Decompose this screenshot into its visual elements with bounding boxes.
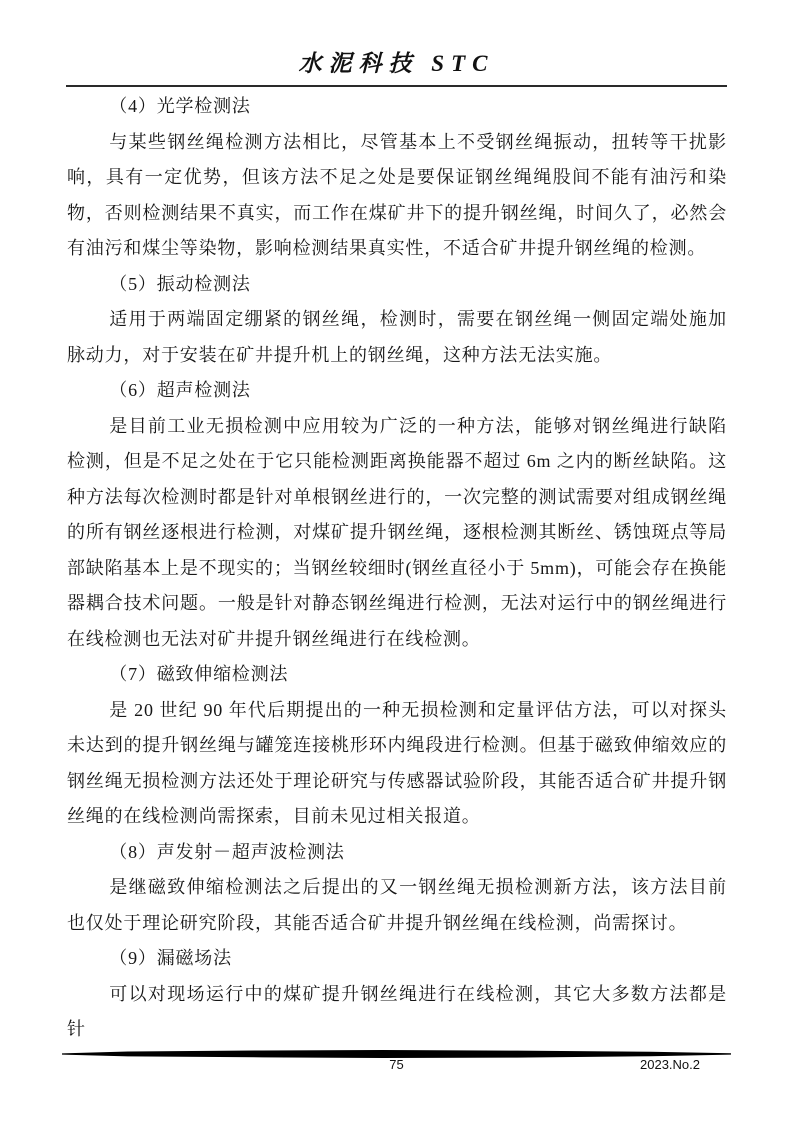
- section-heading: （9）漏磁场法: [109, 948, 232, 968]
- section-magnetic-flux-leakage: [67, 941, 727, 1048]
- section-magnetostrictive-detection: [67, 657, 727, 835]
- section-heading: （8）声发射－超声波检测法: [109, 841, 345, 862]
- section-paragraph: 可以对现场运行中的煤矿提升钢丝绳进行在线检测，其它大多数方法都是针: [67, 983, 727, 1039]
- section-paragraph: 是 20 世纪 90 年代后期提出的一种无损检测和定量评估方法，可以对探头未达到的提升钢丝绳与罐笼连接桃形环内绳段进行检测。但基于磁致伸缩效应的钢丝绳无损检测方法还处于理论研究与传感器试验阶段，其能否适合矿井提升钢丝绳的在线检测尚需探索，目前未见过相关报道。: [67, 699, 727, 826]
- article-body: [67, 89, 727, 1048]
- section-acoustic-emission-ultrasonic: [67, 835, 727, 942]
- footer-page-number: 75: [389, 1057, 404, 1072]
- section-ultrasonic-detection: [67, 373, 727, 657]
- section-heading: （6）超声检测法: [109, 380, 251, 400]
- section-vibration-detection: [67, 267, 727, 374]
- section-optical-detection: [67, 89, 727, 267]
- footer-issue-number: 2023.No.2: [640, 1057, 700, 1072]
- section-heading: （4）光学检测法: [109, 96, 251, 116]
- section-heading: （5）振动检测法: [109, 273, 251, 294]
- header-rule: [66, 85, 727, 87]
- section-paragraph: 是继磁致伸缩检测法之后提出的又一钢丝绳无损检测新方法，该方法目前也仅处于理论研究阶段，其能否适合矿井提升钢丝绳在线检测，尚需探讨。: [67, 877, 727, 933]
- section-heading: （7）磁致伸缩检测法: [109, 664, 289, 684]
- journal-header-title: 水泥科技 STC: [298, 51, 495, 76]
- section-paragraph: 是目前工业无损检测中应用较为广泛的一种方法，能够对钢丝绳进行缺陷检测，但是不足之处在于它只能检测距离换能器不超过 6m 之内的断丝缺陷。这种方法每次检测时都是针对单根钢丝进行的，一次完整的测试需要对组成钢丝绳的所有钢丝逐根进行检测，对煤矿提升钢丝绳，逐根检测其断丝、锈蚀斑点等局部缺陷基本上是不现实的；当钢丝较细时(钢丝直径小于 5mm)，可能会存在换能器耦合技术问题。一般是针对静态钢丝绳进行检测，无法对运行中的钢丝绳进行在线检测也无法对矿井提升钢丝绳进行在线检测。: [67, 415, 727, 649]
- section-paragraph: 与某些钢丝绳检测方法相比，尽管基本上不受钢丝绳振动，扭转等干扰影响，具有一定优势，但该方法不足之处是要保证钢丝绳绳股间不能有油污和染物，否则检测结果不真实，而工作在煤矿井下的提升钢丝绳，时间久了，必然会有油污和煤尘等染物，影响检测结果真实性，不适合矿井提升钢丝绳的检测。: [67, 131, 727, 258]
- section-paragraph: 适用于两端固定绷紧的钢丝绳，检测时，需要在钢丝绳一侧固定端处施加脉动力，对于安装在矿井提升机上的钢丝绳，这种方法无法实施。: [67, 309, 727, 365]
